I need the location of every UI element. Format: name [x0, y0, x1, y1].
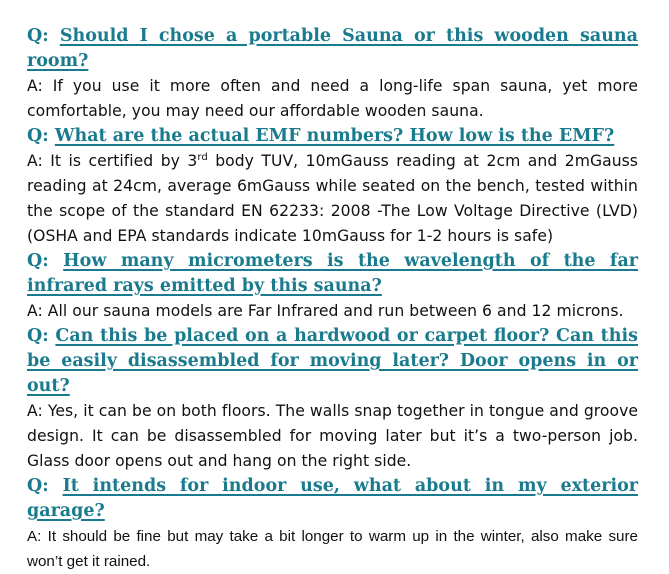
answer-text: If you use it more often and need a long-life span sauna, yet more comfortable, you may need our affordable wooden sauna. — [27, 77, 638, 120]
answer-prefix: A: — [27, 528, 42, 545]
answer-text-rest: body TUV, 10mGauss reading at 2cm and 2mGauss reading at 24cm, average 6mGauss while seated on the bench, tested within the scope of the standard EN 62233: 2008 -The Low Voltage Directive (LVD) (OSHA and EPA standards indicate 10mGauss for 1-2 hours is safe) — [27, 152, 638, 245]
question-prefix: Q: — [27, 476, 49, 496]
faq-item — [27, 24, 638, 124]
faq-question — [27, 324, 638, 399]
faq-item — [27, 474, 638, 574]
answer-text: It should be fine but may take a bit longer to warm up in the winter, also make sure won’t get it rained. — [27, 528, 638, 570]
faq-answer — [27, 299, 638, 324]
answer-prefix: A: — [27, 77, 43, 95]
answer-text: Yes, it can be on both floors. The walls snap together in tongue and groove design. It can be disassembled for moving later but it’s a two-person job. Glass door opens out and hang on the right side. — [27, 402, 638, 470]
question-prefix: Q: — [27, 126, 49, 146]
ordinal-superscript: rd — [197, 151, 208, 163]
faq-answer — [27, 399, 638, 474]
question-prefix: Q: — [27, 326, 49, 346]
faq-question — [27, 249, 638, 299]
question-text: It intends for indoor use, what about in my exterior garage? — [27, 476, 639, 521]
faq-list — [27, 24, 638, 574]
question-text: Can this be placed on a hardwood or carpet floor? Can this be easily disassembled for moving later? Door opens in or out? — [27, 326, 638, 396]
question-prefix: Q: — [27, 26, 49, 46]
question-text: Should I chose a portable Sauna or this wooden sauna room? — [27, 26, 638, 71]
faq-answer — [27, 149, 638, 249]
faq-answer — [27, 74, 638, 124]
faq-item — [27, 324, 638, 474]
answer-prefix: A: — [27, 402, 43, 420]
faq-item — [27, 249, 638, 324]
faq-item — [27, 124, 638, 249]
faq-answer — [27, 524, 638, 574]
question-prefix: Q: — [27, 251, 49, 271]
answer-text-start: It is certified by 3 — [50, 152, 198, 170]
answer-prefix: A: — [27, 302, 43, 320]
faq-question — [27, 124, 638, 149]
faq-question — [27, 24, 638, 74]
answer-prefix: A: — [27, 152, 43, 170]
faq-question — [27, 474, 638, 524]
answer-text: All our sauna models are Far Infrared and run between 6 and 12 microns. — [47, 302, 624, 320]
question-text: What are the actual EMF numbers? How low is the EMF? — [54, 126, 615, 146]
question-text: How many micrometers is the wavelength of the far infrared rays emitted by this sauna? — [27, 251, 639, 296]
